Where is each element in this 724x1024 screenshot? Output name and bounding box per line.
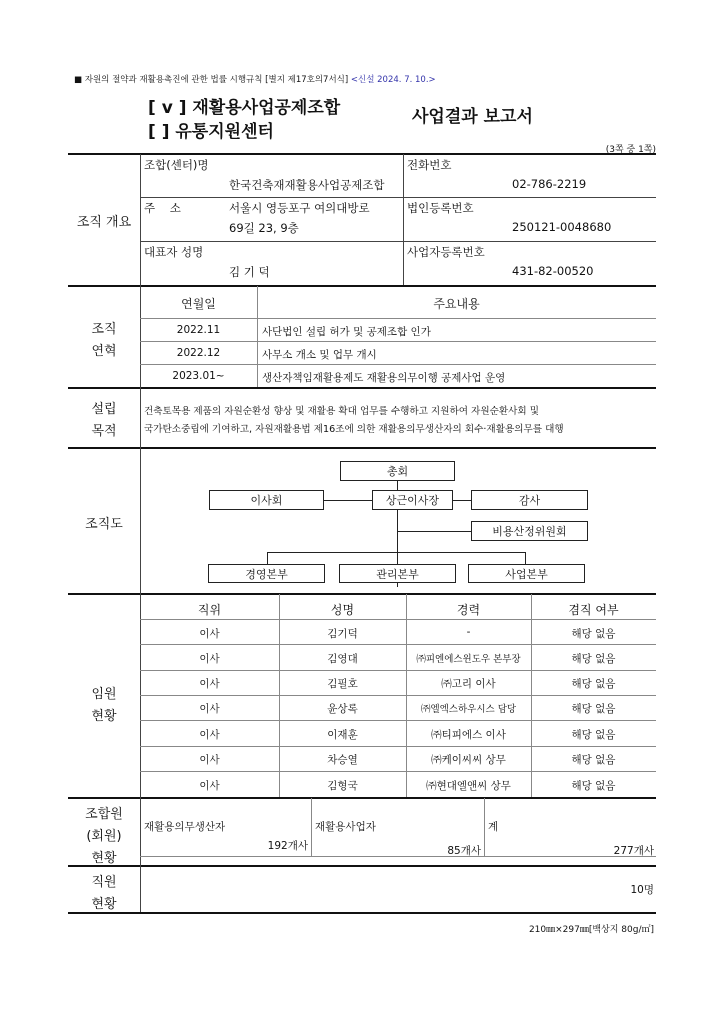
corp-reg-value: 250121-0048680 <box>512 220 612 234</box>
regulation-note <box>74 73 436 85</box>
officer-name: 김기덕 <box>327 628 358 640</box>
cell-divider <box>311 798 312 856</box>
members-total-label: 계 <box>488 821 499 833</box>
history-col-date: 연월일 <box>181 297 216 311</box>
title-option-recycling-union: [ v ] 재활용사업공제조합 <box>148 98 341 118</box>
row-divider <box>140 856 656 857</box>
members-producer-label: 재활용의무생산자 <box>144 821 226 833</box>
purpose-label-line2: 목적 <box>91 424 117 439</box>
officer-career: ㈜티피에스 이사 <box>431 729 506 741</box>
staff-count-value: 10명 <box>630 884 654 896</box>
officer-career: ㈜케이씨씨 상무 <box>431 754 506 766</box>
org-overview-label: 조직 개요 <box>76 215 132 230</box>
history-row-content: 사단법인 설립 허가 및 공제조합 인가 <box>262 326 431 338</box>
officer-name: 김형국 <box>327 780 358 792</box>
members-label-line1: 조합원 <box>85 807 123 822</box>
officer-position: 이사 <box>199 729 220 741</box>
members-label-line2: (회원) <box>86 829 122 844</box>
org-box-admin-hq: 관리본부 <box>339 564 456 583</box>
connector-line <box>267 552 525 553</box>
history-row-content: 생산자책임재활용제도 재활용의무이행 공제사업 운영 <box>262 372 506 384</box>
officer-career: ㈜피엔에스윈도우 본부장 <box>416 654 521 665</box>
phone-value: 02-786-2219 <box>512 177 587 191</box>
purpose-label-line1: 설립 <box>91 402 117 417</box>
bottom-border <box>68 912 656 914</box>
row-divider <box>140 341 656 342</box>
officer-position: 이사 <box>199 703 220 715</box>
org-chart-label: 조직도 <box>85 517 123 532</box>
officer-career: ㈜현대엘앤씨 상무 <box>426 780 511 792</box>
row-divider <box>140 771 656 772</box>
officer-concurrent: 해당 없음 <box>571 703 616 715</box>
officer-name: 차승열 <box>327 754 358 766</box>
officer-position: 이사 <box>199 780 220 792</box>
officer-concurrent: 해당 없음 <box>571 678 616 690</box>
connector-line <box>397 531 472 532</box>
officer-career: ㈜엘엑스하우시스 담당 <box>420 704 517 715</box>
officers-col-name: 성명 <box>330 603 355 617</box>
section-border <box>68 593 656 595</box>
report-title: 사업결과 보고서 <box>412 107 533 127</box>
officers-label-line1: 임원 <box>91 687 117 702</box>
org-box-general-meeting: 총회 <box>340 461 455 481</box>
staff-label-line2: 현황 <box>91 897 117 912</box>
representative-label: 대표자 성명 <box>144 245 204 259</box>
connector-line <box>323 500 373 501</box>
officers-col-career: 경력 <box>456 603 481 617</box>
officer-name: 김영대 <box>327 653 358 665</box>
page-indicator: (3쪽 중 1쪽) <box>605 145 656 155</box>
officer-position: 이사 <box>199 653 220 665</box>
officer-concurrent: 해당 없음 <box>571 780 616 792</box>
officer-name: 이재훈 <box>327 729 358 741</box>
purpose-line2: 국가탄소중립에 기여하고, 자원재활용법 제16조에 의한 재활용의무생산자의 회수·재활용의무를 대행 <box>144 424 564 435</box>
org-box-standing-director: 상근이사장 <box>372 490 453 510</box>
officer-name: 김필호 <box>327 678 358 690</box>
officer-concurrent: 해당 없음 <box>571 653 616 665</box>
org-chart <box>141 448 656 593</box>
org-box-board: 이사회 <box>209 490 324 510</box>
members-total-value: 277개사 <box>613 845 654 857</box>
section-border <box>68 285 656 287</box>
representative-value: 김 기 덕 <box>229 265 270 279</box>
address-line1: 서울시 영등포구 여의대방로 <box>229 201 370 215</box>
cell-divider <box>484 798 485 856</box>
new-enactment-note: <신설 2024. 7. 10.> <box>350 75 436 85</box>
org-box-business-hq: 사업본부 <box>468 564 585 583</box>
officer-position: 이사 <box>199 628 220 640</box>
row-divider <box>140 720 656 721</box>
history-col-content: 주요내용 <box>433 297 480 311</box>
history-row-date: 2023.01~ <box>172 370 225 382</box>
phone-label: 전화번호 <box>407 158 452 172</box>
officer-position: 이사 <box>199 678 220 690</box>
members-recycler-value: 85개사 <box>447 845 481 857</box>
address-label: 주 소 <box>144 201 181 215</box>
history-label-line1: 조직 <box>91 322 117 337</box>
history-row-date: 2022.12 <box>176 347 221 359</box>
purpose-line1: 건축토목용 제품의 자원순환성 향상 및 재활용 확대 업무를 수행하고 지원하여 자원순환사회 및 <box>144 406 539 417</box>
row-divider <box>140 670 656 671</box>
officer-position: 이사 <box>199 754 220 766</box>
staff-label-line1: 직원 <box>91 875 117 890</box>
officer-name: 윤상록 <box>327 703 358 715</box>
cell-divider <box>403 154 404 285</box>
row-divider <box>140 318 656 319</box>
org-box-auditor: 감사 <box>471 490 588 510</box>
row-divider <box>140 241 656 242</box>
row-divider <box>140 619 656 620</box>
row-divider <box>140 746 656 747</box>
members-recycler-label: 재활용사업자 <box>315 821 376 833</box>
history-row-date: 2022.11 <box>176 324 221 336</box>
members-label-line3: 현황 <box>91 851 117 866</box>
officer-career: - <box>466 626 471 638</box>
officers-col-position: 직위 <box>197 603 222 617</box>
address-line2: 69길 23, 9층 <box>229 221 299 235</box>
section-border <box>68 797 656 799</box>
org-name-label: 조합(센터)명 <box>144 158 209 172</box>
biz-reg-label: 사업자등록번호 <box>407 245 485 259</box>
corp-reg-label: 법인등록번호 <box>407 201 474 215</box>
paper-spec: 210㎜×297㎜[백상지 80g/㎡] <box>528 925 654 935</box>
regulation-text: ■ 자원의 절약과 재활용촉진에 관한 법률 시행규칙 [별지 제17호의7서식] <box>74 75 349 85</box>
connector-line <box>452 500 472 501</box>
org-box-cost-committee: 비용산정위원회 <box>471 521 588 541</box>
officer-career: ㈜고리 이사 <box>441 678 496 690</box>
section-border <box>68 387 656 389</box>
top-border <box>68 153 656 155</box>
officer-concurrent: 해당 없음 <box>571 754 616 766</box>
org-box-management-hq: 경영본부 <box>208 564 325 583</box>
history-label-line2: 연혁 <box>91 344 117 359</box>
section-border <box>68 865 656 867</box>
title-option-distribution-center: [ ] 유통지원센터 <box>148 122 274 142</box>
officer-concurrent: 해당 없음 <box>571 729 616 741</box>
row-divider <box>140 644 656 645</box>
row-divider <box>140 695 656 696</box>
org-name-value: 한국건축재재활용사업공제조합 <box>229 178 385 192</box>
officers-label-line2: 현황 <box>91 709 117 724</box>
officer-concurrent: 해당 없음 <box>571 628 616 640</box>
row-divider <box>140 364 656 365</box>
row-divider <box>140 197 656 198</box>
members-producer-value: 192개사 <box>267 840 308 852</box>
officers-col-concurrent: 겸직 여부 <box>568 603 619 617</box>
biz-reg-value: 431-82-00520 <box>512 264 594 278</box>
history-row-content: 사무소 개소 및 업무 개시 <box>262 349 377 361</box>
